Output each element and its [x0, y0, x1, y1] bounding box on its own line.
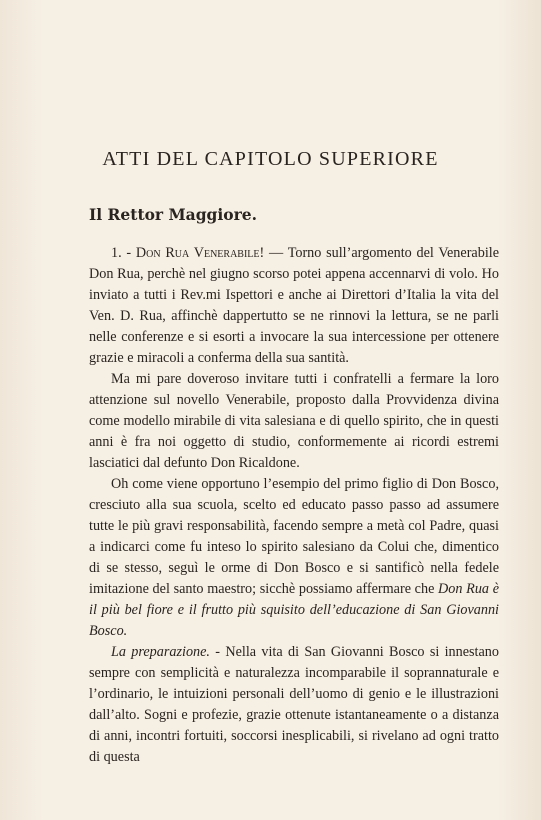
paragraph-text: - Nella vita di San Giovanni Bosco si innestano sempre con semplicità e naturalezza incomparabile il soprannaturale e l’ordinario, le intuizioni personali dell’uomo di genio e le illustrazioni dall’alto. Sogni e profezie, grazie ottenute istantaneamente o a distanza di anni, incontri fortuiti, soccorsi inesplicabili, si rivelano ad ogni tratto di questa: [89, 644, 499, 765]
subsection-heading: La preparazione.: [111, 644, 210, 660]
italic-quote: Don Rua è il più bel fiore e il frutto più squisito dell’educazione di San Giovanni Bosco.: [89, 581, 499, 639]
paragraph-text: Oh come viene opportuno l’esempio del primo figlio di Don Bosco, cresciuto alla sua scuola, scelto ed educato passo passo ad assumere tutte le più gravi responsabilità, facendo sempre a metà col Padre, quasi a indicarci come fu inteso lo spirito salesiano da Colui che, dimentico di se stesso, seguì le orme di Don Bosco e si santificò nella fedele imitazione del santo maestro; sicchè possiamo affermare che: [89, 476, 499, 597]
paragraph-text: Ma mi pare doveroso invitare tutti i confratelli a fermare la loro attenzione sul novello Venerabile, proposto dalla Provvidenza divina come modello mirabile di vita salesiana e di quello spirito, che in questi anni è fra noi oggetto di studio, conformemente ai ricordi estremi lasciatici dal defunto Don Ricaldone.: [89, 371, 499, 471]
paragraph-text: — Torno sull’argomento del Venerabile Don Rua, perchè nel giugno scorso potei appena accennarvi di volo. Ho inviato a tutti i Rev.mi Ispettori e anche ai Direttori d’Italia la vita del Ven. D. Rua, affinchè dappertutto se ne rinnovi la lettura, se ne parli nelle conferenze e si esorti a invocare la sua intercessione per ottenere grazie e miracoli a conferma della sua santità.: [89, 245, 499, 366]
chapter-title: ATTI DEL CAPITOLO SUPERIORE: [102, 148, 439, 170]
paragraph-1: [89, 243, 499, 369]
paragraph-3: [89, 474, 499, 642]
paragraph-4: [89, 642, 499, 768]
paragraph-heading: Don Rua Venerabile!: [135, 245, 265, 261]
body-text: [89, 243, 499, 768]
paragraph-2: [89, 369, 499, 474]
section-heading: Il Rettor Maggiore.: [89, 205, 258, 224]
paragraph-number: 1. -: [111, 245, 136, 261]
